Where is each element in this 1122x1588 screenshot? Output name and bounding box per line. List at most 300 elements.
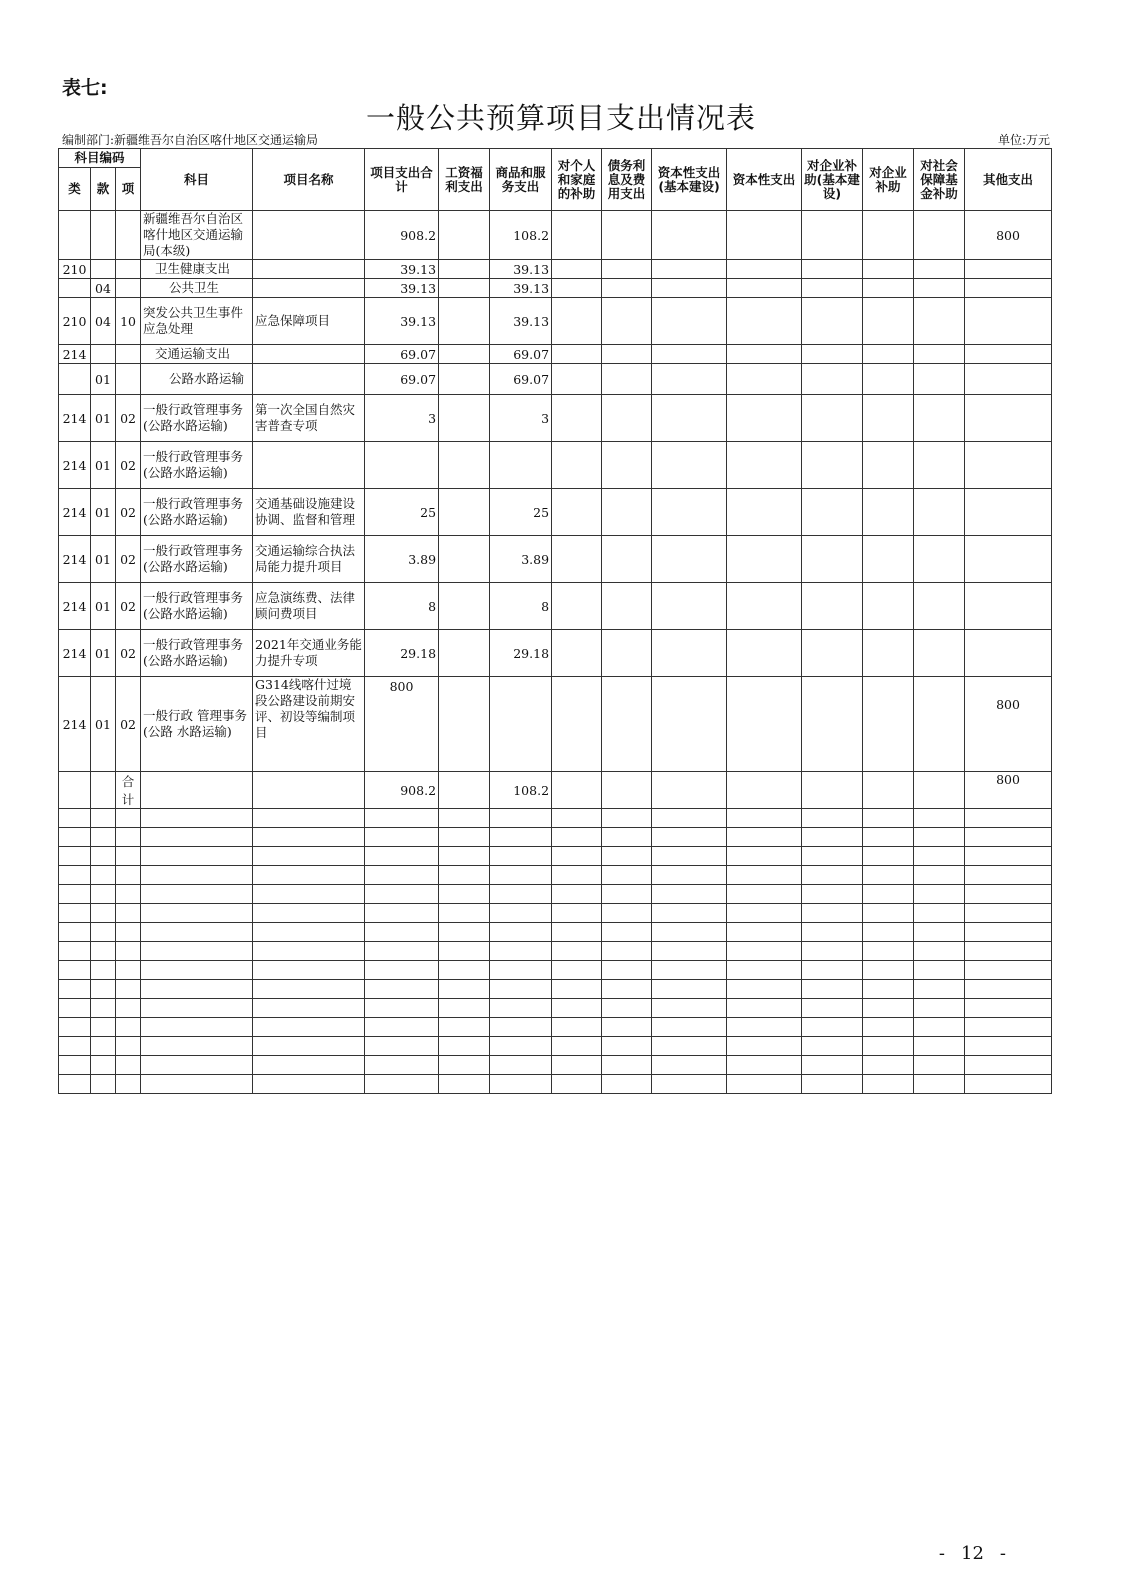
empty-cell <box>116 1056 141 1075</box>
empty-cell <box>914 980 965 999</box>
cell-subject: 一般行政管理事务(公路水路运输) <box>141 442 253 489</box>
table-row <box>59 772 1052 809</box>
empty-cell <box>914 885 965 904</box>
empty-cell <box>253 1075 365 1094</box>
empty-cell <box>802 809 863 828</box>
cell-goods: 39.13 <box>490 298 552 345</box>
cell-total: 39.13 <box>365 279 439 298</box>
cell-capital-basic <box>652 364 727 395</box>
cell-other <box>965 442 1052 489</box>
header-goods: 商品和服务支出 <box>490 149 552 211</box>
empty-cell <box>141 942 253 961</box>
table-row <box>59 489 1052 536</box>
empty-cell <box>490 999 552 1018</box>
cell-personal <box>552 583 602 630</box>
empty-cell <box>116 999 141 1018</box>
empty-cell <box>490 961 552 980</box>
cell-enterprise <box>863 442 914 489</box>
empty-cell <box>652 1018 727 1037</box>
empty-cell <box>965 942 1052 961</box>
empty-cell <box>863 828 914 847</box>
cell-project: G314线喀什过境段公路建设前期安评、初设等编制项目 <box>253 677 365 772</box>
cell-total: 8 <box>365 583 439 630</box>
empty-cell <box>253 961 365 980</box>
empty-cell <box>253 980 365 999</box>
empty-cell <box>439 1075 490 1094</box>
empty-cell <box>253 828 365 847</box>
empty-cell <box>802 942 863 961</box>
cell-goods: 3 <box>490 395 552 442</box>
header-kuan: 款 <box>91 168 116 211</box>
empty-cell <box>141 847 253 866</box>
empty-cell <box>116 1037 141 1056</box>
cell-total: 25 <box>365 489 439 536</box>
cell-enterprise <box>863 364 914 395</box>
empty-cell <box>727 961 802 980</box>
cell-kuan: 01 <box>91 489 116 536</box>
empty-cell <box>141 866 253 885</box>
cell-goods: 69.07 <box>490 345 552 364</box>
empty-cell <box>116 847 141 866</box>
cell-total <box>365 442 439 489</box>
cell-goods: 25 <box>490 489 552 536</box>
empty-cell <box>253 904 365 923</box>
empty-cell <box>253 809 365 828</box>
cell-other <box>965 345 1052 364</box>
cell-wages <box>439 395 490 442</box>
empty-row <box>59 980 1052 999</box>
cell-lei <box>59 364 91 395</box>
empty-cell <box>365 885 439 904</box>
table-row <box>59 345 1052 364</box>
empty-cell <box>141 1018 253 1037</box>
cell-enterprise-basic <box>802 772 863 809</box>
empty-cell <box>91 980 116 999</box>
empty-cell <box>914 961 965 980</box>
empty-cell <box>602 980 652 999</box>
cell-personal <box>552 260 602 279</box>
empty-cell <box>602 1075 652 1094</box>
empty-cell <box>727 809 802 828</box>
empty-cell <box>59 923 91 942</box>
header-capital: 资本性支出 <box>727 149 802 211</box>
empty-cell <box>365 1018 439 1037</box>
cell-subject: 公共卫生 <box>141 279 253 298</box>
cell-project: 应急演练费、法律顾问费项目 <box>253 583 365 630</box>
cell-project <box>253 211 365 260</box>
empty-cell <box>59 999 91 1018</box>
empty-cell <box>727 885 802 904</box>
cell-capital-basic <box>652 677 727 772</box>
cell-capital-basic <box>652 536 727 583</box>
empty-cell <box>141 961 253 980</box>
cell-total: 39.13 <box>365 260 439 279</box>
empty-cell <box>116 961 141 980</box>
empty-cell <box>965 885 1052 904</box>
cell-subject: 卫生健康支出 <box>141 260 253 279</box>
empty-cell <box>365 942 439 961</box>
empty-cell <box>59 809 91 828</box>
empty-cell <box>802 904 863 923</box>
empty-row <box>59 1056 1052 1075</box>
table-row <box>59 536 1052 583</box>
cell-project: 应急保障项目 <box>253 298 365 345</box>
empty-row <box>59 809 1052 828</box>
empty-row <box>59 885 1052 904</box>
empty-cell <box>863 847 914 866</box>
empty-cell <box>863 866 914 885</box>
header-enterprise-basic: 对企业补助(基本建设) <box>802 149 863 211</box>
empty-cell <box>59 828 91 847</box>
cell-subject <box>141 772 253 809</box>
empty-cell <box>965 999 1052 1018</box>
page-number: - 12 - <box>938 1543 1006 1564</box>
cell-xiang <box>116 345 141 364</box>
empty-row <box>59 999 1052 1018</box>
empty-cell <box>914 809 965 828</box>
cell-capital-basic <box>652 345 727 364</box>
table-row <box>59 211 1052 260</box>
empty-cell <box>602 1037 652 1056</box>
empty-cell <box>602 847 652 866</box>
empty-cell <box>141 809 253 828</box>
empty-cell <box>365 828 439 847</box>
cell-kuan <box>91 345 116 364</box>
cell-subject: 公路水路运输 <box>141 364 253 395</box>
empty-cell <box>91 1075 116 1094</box>
table-row <box>59 279 1052 298</box>
empty-cell <box>652 828 727 847</box>
cell-capital <box>727 364 802 395</box>
cell-lei <box>59 211 91 260</box>
empty-cell <box>365 904 439 923</box>
cell-total: 3 <box>365 395 439 442</box>
cell-xiang <box>116 211 141 260</box>
empty-cell <box>602 961 652 980</box>
cell-lei: 214 <box>59 489 91 536</box>
cell-total: 908.2 <box>365 772 439 809</box>
empty-cell <box>253 942 365 961</box>
cell-total: 69.07 <box>365 345 439 364</box>
empty-cell <box>116 1018 141 1037</box>
empty-cell <box>439 828 490 847</box>
cell-lei: 214 <box>59 677 91 772</box>
cell-xiang <box>116 364 141 395</box>
empty-cell <box>141 828 253 847</box>
empty-cell <box>914 942 965 961</box>
cell-other: 800 <box>965 211 1052 260</box>
cell-kuan: 01 <box>91 630 116 677</box>
empty-cell <box>652 1056 727 1075</box>
cell-subject: 一般行政管理事务(公路水路运输) <box>141 395 253 442</box>
cell-lei: 214 <box>59 630 91 677</box>
cell-kuan: 04 <box>91 279 116 298</box>
header-code-group: 科目编码 <box>59 149 141 168</box>
table-row <box>59 442 1052 489</box>
cell-lei <box>59 772 91 809</box>
cell-personal <box>552 536 602 583</box>
cell-debt <box>602 298 652 345</box>
empty-row <box>59 923 1052 942</box>
empty-cell <box>965 847 1052 866</box>
empty-cell <box>490 885 552 904</box>
empty-cell <box>727 923 802 942</box>
empty-cell <box>965 1075 1052 1094</box>
empty-cell <box>59 1056 91 1075</box>
empty-row <box>59 942 1052 961</box>
cell-subject: 交通运输支出 <box>141 345 253 364</box>
cell-enterprise-basic <box>802 489 863 536</box>
cell-social <box>914 489 965 536</box>
header-subject: 科目 <box>141 149 253 211</box>
empty-cell <box>141 1075 253 1094</box>
table-row <box>59 364 1052 395</box>
cell-personal <box>552 442 602 489</box>
empty-cell <box>802 923 863 942</box>
cell-enterprise <box>863 298 914 345</box>
cell-project <box>253 345 365 364</box>
empty-cell <box>552 866 602 885</box>
empty-cell <box>863 1056 914 1075</box>
cell-kuan: 01 <box>91 583 116 630</box>
empty-cell <box>365 809 439 828</box>
header-total: 项目支出合计 <box>365 149 439 211</box>
empty-cell <box>141 980 253 999</box>
cell-lei: 214 <box>59 583 91 630</box>
cell-goods: 39.13 <box>490 260 552 279</box>
cell-capital-basic <box>652 279 727 298</box>
cell-kuan: 01 <box>91 677 116 772</box>
cell-subject: 一般行政管理事务(公路水路运输) <box>141 489 253 536</box>
empty-cell <box>253 847 365 866</box>
cell-lei: 210 <box>59 298 91 345</box>
cell-social <box>914 364 965 395</box>
cell-debt <box>602 279 652 298</box>
cell-enterprise-basic <box>802 630 863 677</box>
empty-row <box>59 847 1052 866</box>
empty-cell <box>652 904 727 923</box>
cell-enterprise <box>863 260 914 279</box>
empty-cell <box>439 847 490 866</box>
header-enterprise: 对企业补助 <box>863 149 914 211</box>
empty-cell <box>802 999 863 1018</box>
empty-cell <box>802 847 863 866</box>
cell-wages <box>439 630 490 677</box>
empty-cell <box>116 885 141 904</box>
cell-capital <box>727 583 802 630</box>
empty-cell <box>439 1056 490 1075</box>
cell-personal <box>552 345 602 364</box>
empty-cell <box>863 809 914 828</box>
cell-wages <box>439 211 490 260</box>
cell-subject: 突发公共卫生事件应急处理 <box>141 298 253 345</box>
empty-cell <box>914 999 965 1018</box>
cell-xiang: 合计 <box>116 772 141 809</box>
empty-cell <box>863 1037 914 1056</box>
empty-cell <box>802 866 863 885</box>
empty-cell <box>552 1037 602 1056</box>
cell-total: 908.2 <box>365 211 439 260</box>
empty-cell <box>116 980 141 999</box>
cell-kuan <box>91 772 116 809</box>
cell-debt <box>602 489 652 536</box>
empty-cell <box>141 885 253 904</box>
empty-cell <box>490 1056 552 1075</box>
empty-cell <box>652 999 727 1018</box>
cell-social <box>914 279 965 298</box>
empty-cell <box>727 847 802 866</box>
empty-cell <box>116 828 141 847</box>
empty-cell <box>365 1056 439 1075</box>
cell-social <box>914 630 965 677</box>
empty-cell <box>439 1037 490 1056</box>
cell-personal <box>552 364 602 395</box>
empty-cell <box>965 961 1052 980</box>
empty-cell <box>652 923 727 942</box>
empty-cell <box>141 1037 253 1056</box>
empty-cell <box>863 980 914 999</box>
cell-capital-basic <box>652 211 727 260</box>
cell-debt <box>602 211 652 260</box>
empty-cell <box>253 885 365 904</box>
cell-debt <box>602 630 652 677</box>
cell-social <box>914 442 965 489</box>
empty-cell <box>727 1037 802 1056</box>
empty-cell <box>116 904 141 923</box>
cell-enterprise-basic <box>802 536 863 583</box>
expenditure-table <box>58 148 1052 1094</box>
empty-cell <box>141 904 253 923</box>
empty-cell <box>116 809 141 828</box>
empty-cell <box>490 904 552 923</box>
empty-cell <box>965 1037 1052 1056</box>
empty-cell <box>965 1056 1052 1075</box>
empty-cell <box>116 1075 141 1094</box>
empty-cell <box>552 828 602 847</box>
cell-wages <box>439 583 490 630</box>
cell-other <box>965 489 1052 536</box>
cell-wages <box>439 279 490 298</box>
cell-other: 800 <box>965 677 1052 772</box>
cell-debt <box>602 345 652 364</box>
empty-cell <box>802 1037 863 1056</box>
cell-social <box>914 583 965 630</box>
empty-cell <box>727 866 802 885</box>
empty-cell <box>91 809 116 828</box>
empty-cell <box>602 999 652 1018</box>
cell-capital-basic <box>652 583 727 630</box>
empty-cell <box>602 828 652 847</box>
cell-kuan: 01 <box>91 442 116 489</box>
empty-cell <box>59 885 91 904</box>
cell-total: 3.89 <box>365 536 439 583</box>
cell-subject: 一般行政管理事务(公路水路运输) <box>141 536 253 583</box>
empty-cell <box>59 847 91 866</box>
empty-cell <box>490 847 552 866</box>
empty-cell <box>91 961 116 980</box>
empty-cell <box>490 828 552 847</box>
empty-cell <box>490 1037 552 1056</box>
empty-cell <box>863 1018 914 1037</box>
cell-project: 2021年交通业务能力提升专项 <box>253 630 365 677</box>
empty-cell <box>91 1056 116 1075</box>
cell-wages <box>439 536 490 583</box>
cell-capital-basic <box>652 630 727 677</box>
empty-cell <box>141 1056 253 1075</box>
empty-cell <box>727 980 802 999</box>
empty-cell <box>802 980 863 999</box>
cell-capital-basic <box>652 298 727 345</box>
table-row <box>59 395 1052 442</box>
cell-personal <box>552 677 602 772</box>
empty-cell <box>116 923 141 942</box>
empty-cell <box>253 866 365 885</box>
cell-social <box>914 345 965 364</box>
cell-subject: 一般行政 管理事务(公路 水路运输) <box>141 677 253 772</box>
empty-cell <box>652 980 727 999</box>
empty-cell <box>439 961 490 980</box>
empty-cell <box>802 1075 863 1094</box>
empty-cell <box>439 942 490 961</box>
empty-cell <box>914 847 965 866</box>
table-body <box>59 211 1052 1094</box>
empty-cell <box>439 1018 490 1037</box>
cell-capital-basic <box>652 395 727 442</box>
empty-cell <box>59 942 91 961</box>
empty-cell <box>965 923 1052 942</box>
cell-capital <box>727 772 802 809</box>
empty-cell <box>802 885 863 904</box>
empty-cell <box>439 809 490 828</box>
empty-cell <box>439 980 490 999</box>
cell-project <box>253 260 365 279</box>
cell-capital <box>727 260 802 279</box>
cell-goods: 108.2 <box>490 772 552 809</box>
table-row <box>59 298 1052 345</box>
empty-cell <box>552 1075 602 1094</box>
cell-capital-basic <box>652 489 727 536</box>
cell-capital-basic <box>652 260 727 279</box>
cell-kuan: 01 <box>91 536 116 583</box>
cell-enterprise <box>863 583 914 630</box>
empty-cell <box>914 1037 965 1056</box>
cell-total: 69.07 <box>365 364 439 395</box>
table-label: 表七: <box>62 77 108 99</box>
empty-cell <box>727 904 802 923</box>
empty-cell <box>863 942 914 961</box>
cell-wages <box>439 772 490 809</box>
empty-cell <box>602 866 652 885</box>
empty-cell <box>727 1075 802 1094</box>
cell-debt <box>602 583 652 630</box>
cell-enterprise-basic <box>802 442 863 489</box>
empty-cell <box>116 942 141 961</box>
empty-cell <box>59 1037 91 1056</box>
cell-project: 第一次全国自然灾害普查专项 <box>253 395 365 442</box>
cell-total: 800 <box>365 677 439 772</box>
empty-cell <box>365 999 439 1018</box>
cell-enterprise-basic <box>802 260 863 279</box>
cell-kuan <box>91 211 116 260</box>
cell-enterprise-basic <box>802 211 863 260</box>
empty-row <box>59 866 1052 885</box>
empty-cell <box>59 904 91 923</box>
cell-capital <box>727 536 802 583</box>
cell-lei: 214 <box>59 536 91 583</box>
cell-social <box>914 298 965 345</box>
cell-lei <box>59 279 91 298</box>
cell-personal <box>552 298 602 345</box>
